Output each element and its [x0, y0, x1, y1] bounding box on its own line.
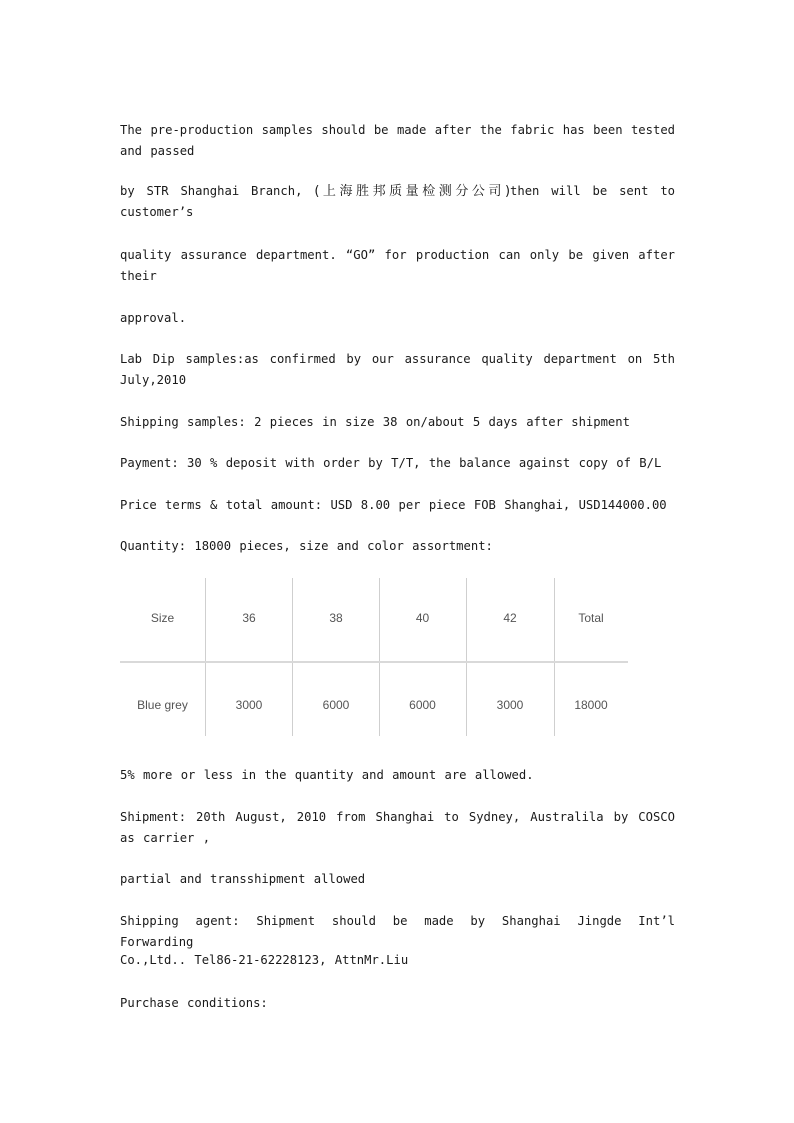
paragraph-shipping-agent — [120, 911, 675, 953]
table-row — [120, 665, 628, 744]
paragraph-text: partial and transshipment allowed — [120, 872, 366, 886]
paragraph-shipping-samples — [120, 412, 675, 433]
paragraph-shipment — [120, 807, 675, 849]
table-header-cell: Size — [150, 610, 175, 625]
paragraph-text: Price terms & total amount: USD 8.00 per piece FOB Shanghai, USD144000.00 — [120, 498, 667, 512]
table-divider — [379, 578, 380, 736]
paragraph-text: Quantity: 18000 pieces, size and color assortment: — [120, 539, 493, 553]
table-header-cell: 38 — [329, 610, 343, 625]
paragraph-text: Shipping agent: Shipment should be made by Shanghai Jingde Int’l Forwarding — [120, 914, 675, 949]
paragraph-text: Purchase conditions: — [120, 996, 268, 1010]
table-cell: Blue grey — [137, 697, 188, 712]
table-cell: 6000 — [322, 697, 350, 712]
table-cell: 3000 — [496, 697, 524, 712]
table-cell: 6000 — [409, 697, 436, 712]
table-header-row — [120, 578, 628, 657]
chinese-company-name: (上海胜邦质量检测分公司) — [314, 184, 511, 199]
table-header-cell: 40 — [415, 610, 430, 625]
paragraph-price-terms — [120, 495, 675, 516]
paragraph-text: Shipping samples: 2 pieces in size 38 on/about 5 days after shipment — [120, 415, 630, 429]
paragraph-text: approval. — [120, 311, 187, 325]
paragraph-text: Co.,Ltd.. Tel86-21-62228123, AttnMr.Liu — [120, 953, 409, 967]
paragraph-agent-contact — [120, 950, 675, 971]
paragraph-quantity — [120, 536, 675, 557]
table-divider — [554, 578, 555, 736]
paragraph-text: quality assurance department. “GO” for production can only be given after their — [120, 248, 675, 283]
paragraph-tolerance — [120, 765, 675, 786]
table-header-cell: Total — [578, 610, 604, 625]
paragraph-text: Payment: 30 % deposit with order by T/T, the balance against copy of B/L — [120, 456, 662, 470]
paragraph-payment — [120, 453, 675, 474]
table-divider — [120, 661, 628, 663]
table-cell: 3000 — [235, 697, 263, 712]
table-divider — [292, 578, 293, 736]
table-divider — [205, 578, 206, 736]
paragraph-text: Shipment: 20th August, 2010 from Shanghai to Sydney, Australila by COSCO as carrier , — [120, 810, 675, 845]
size-assortment-table — [120, 578, 628, 736]
paragraph-text: The pre-production samples should be made after the fabric has been tested and passed — [120, 123, 675, 158]
paragraph-preproduction-samples — [120, 120, 675, 162]
paragraph-text: 5% more or less in the quantity and amount are allowed. — [120, 768, 534, 782]
table-divider — [466, 578, 467, 736]
paragraph-purchase-conditions — [120, 993, 675, 1014]
table-cell: 18000 — [574, 697, 608, 712]
paragraph-partial-transshipment — [120, 869, 675, 890]
table-header-cell: 42 — [503, 610, 517, 625]
paragraph-text: by STR Shanghai Branch, — [120, 184, 303, 198]
paragraph-lab-dip — [120, 349, 675, 391]
paragraph-text: then will be sent to customer’s — [120, 184, 675, 219]
paragraph-str-branch — [120, 181, 675, 223]
paragraph-approval — [120, 308, 675, 329]
paragraph-quality-assurance — [120, 245, 675, 287]
paragraph-text: Lab Dip samples:as confirmed by our assurance quality department on 5th July,2010 — [120, 352, 675, 387]
table-header-cell: 36 — [242, 610, 256, 625]
